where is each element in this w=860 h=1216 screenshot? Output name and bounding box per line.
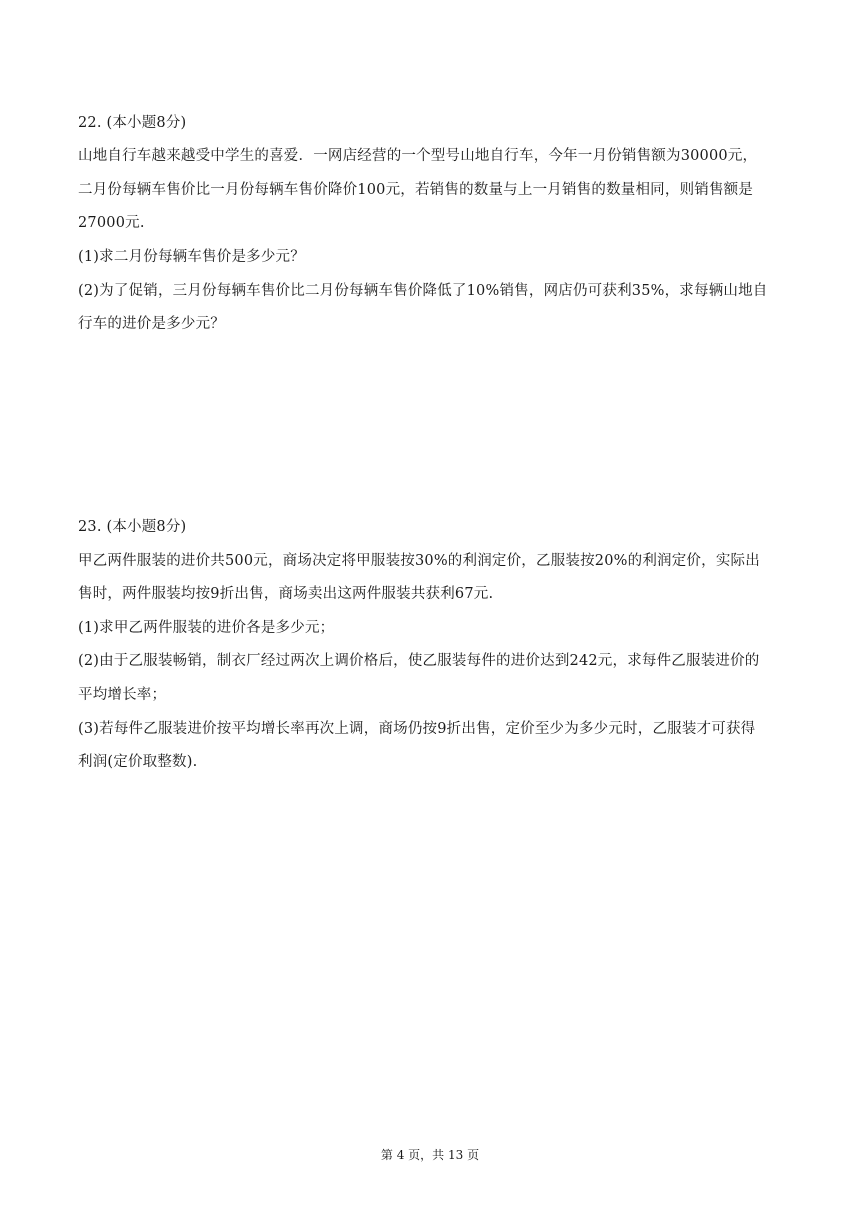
- q22-text-line-2: 二月份每辆车售价比一月份每辆车售价降价100元，若销售的数量与上一月销售的数量相同，则销售额是: [78, 182, 754, 198]
- q23-part1: (1)求甲乙两件服装的进价各是多少元；: [78, 620, 335, 636]
- q23-part3-line-2: 利润(定价取整数).: [78, 754, 198, 770]
- page-footer: [0, 1147, 860, 1163]
- page-number: 第 4 页，共 13 页: [380, 1148, 480, 1162]
- q22-text-line-3: 27000元.: [78, 215, 145, 231]
- q23-part3-line-1: (3)若每件乙服装进价按平均增长率再次上调，商场仍按9折出售，定价至少为多少元时，乙服装才可获得: [78, 721, 756, 737]
- q22-part1: (1)求二月份每辆车售价是多少元？: [78, 249, 305, 265]
- q22-part2-line-1: (2)为了促销，三月份每辆车售价比二月份每辆车售价降低了10%销售，网店仍可获利35%，求每辆山地自: [78, 283, 768, 299]
- q22-text-line-1: 山地自行车越来越受中学生的喜爱．一网店经营的一个型号山地自行车，今年一月份销售额为30000元，: [78, 148, 758, 164]
- q23-part2-line-2: 平均增长率；: [78, 687, 167, 703]
- q22-part2-line-2: 行车的进价是多少元？: [78, 316, 225, 332]
- q23-header: 23. (本小题8分): [78, 519, 187, 535]
- q23-text-line-2: 售时，两件服装均按9折出售，商场卖出这两件服装共获利67元.: [78, 586, 494, 602]
- q23-text-line-1: 甲乙两件服装的进价共500元，商场决定将甲服装按30%的利润定价，乙服装按20%的利润定价，实际出: [78, 553, 760, 569]
- q23-part2-line-1: (2)由于乙服装畅销，制衣厂经过两次上调价格后，使乙服装每件的进价达到242元，求每件乙服装进价的: [78, 653, 760, 669]
- q22-header: 22. (本小题8分): [78, 115, 187, 131]
